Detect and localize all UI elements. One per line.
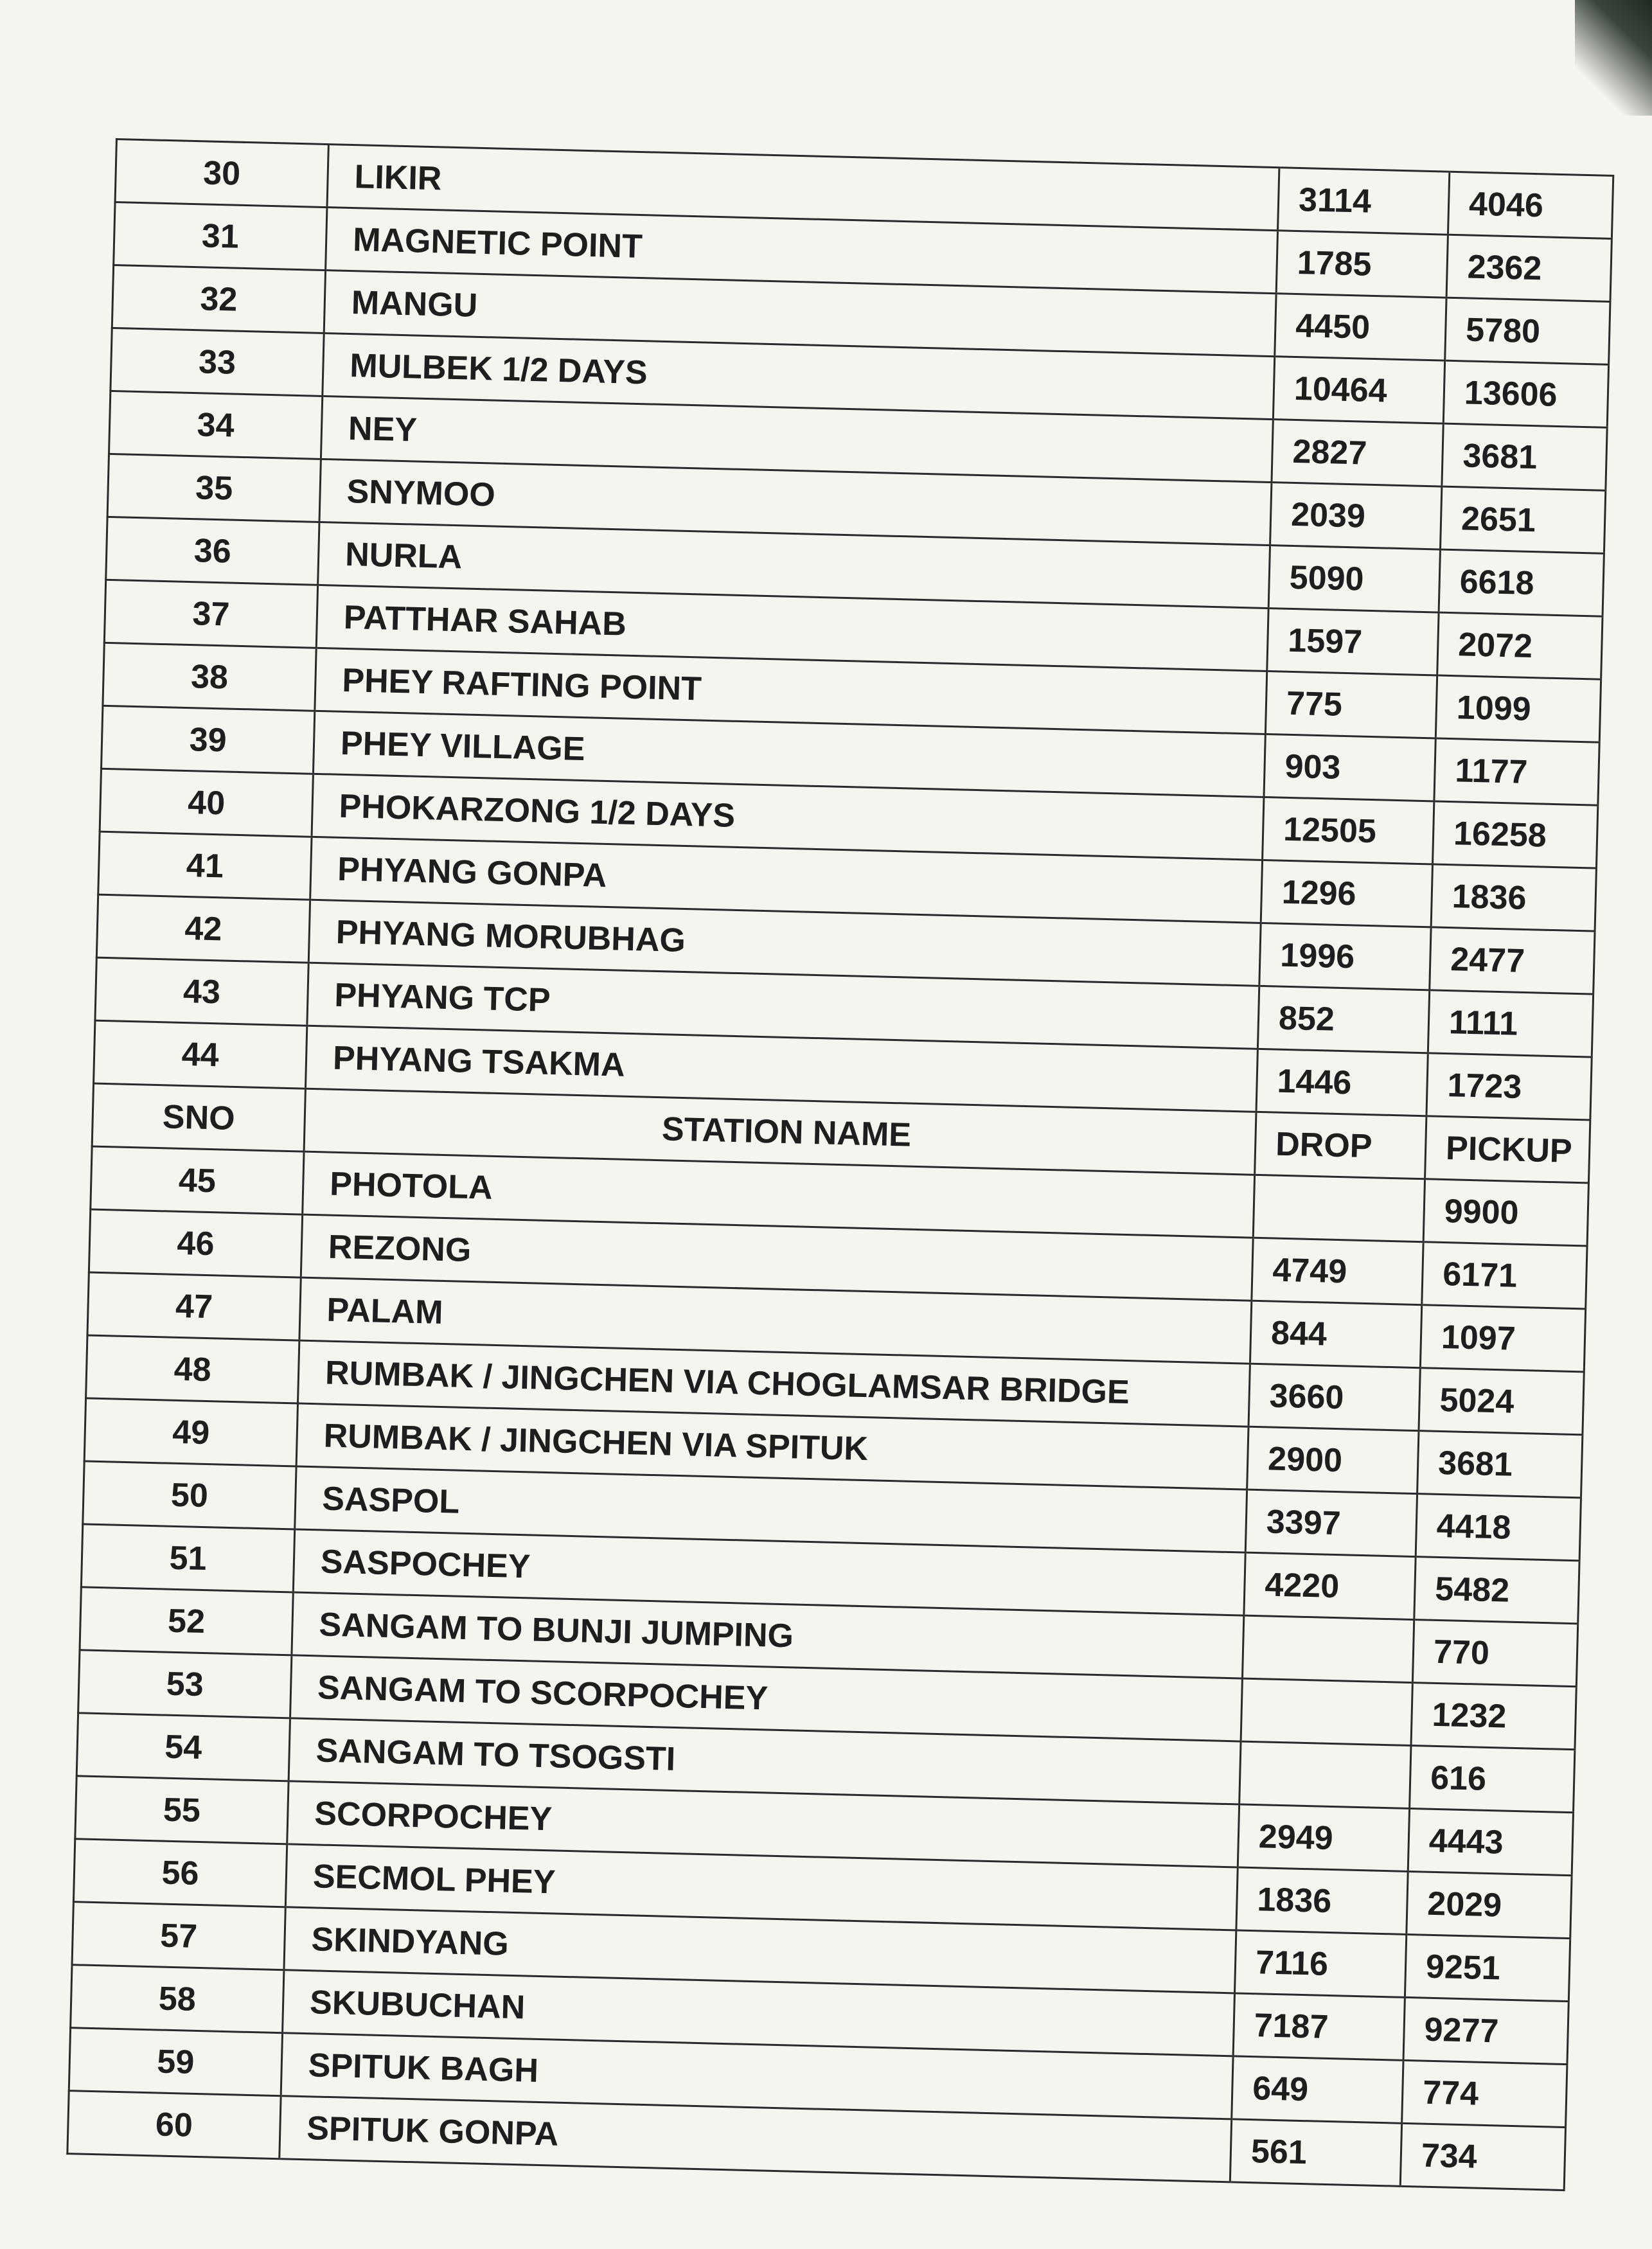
station-name-cell: PHOTOLA (303, 1151, 1255, 1238)
drop-cell: 2949 (1238, 1804, 1409, 1871)
drop-cell: 1785 (1276, 231, 1448, 298)
pickup-cell: 4443 (1408, 1808, 1573, 1875)
drop-cell: 3397 (1245, 1489, 1417, 1556)
sno-cell: 41 (98, 831, 312, 900)
station-name-cell: NEY (321, 396, 1273, 482)
drop-cell: 649 (1232, 2056, 1403, 2123)
fare-table-wrapper (66, 138, 1614, 2191)
sno-cell: 48 (86, 1335, 299, 1403)
station-name-cell: NURLA (318, 522, 1270, 608)
station-name-cell: SKUBUCHAN (283, 1970, 1235, 2056)
station-name-cell: SASPOL (295, 1466, 1247, 1552)
pickup-cell: 2362 (1446, 235, 1612, 301)
drop-cell: 3660 (1248, 1364, 1420, 1430)
header-pickup: PICKUP (1425, 1116, 1590, 1183)
drop-cell: 1597 (1267, 609, 1439, 675)
station-name-cell: PHEY RAFTING POINT (315, 648, 1267, 734)
pickup-cell: 1836 (1431, 864, 1596, 931)
station-name-cell: PALAM (299, 1277, 1252, 1364)
station-name-cell: PHYANG GONPA (310, 837, 1263, 923)
station-name-cell: SNYMOO (319, 459, 1272, 545)
drop-cell: 903 (1264, 734, 1435, 801)
pickup-cell: 9277 (1403, 1997, 1568, 2064)
sno-cell: 56 (73, 1839, 287, 1907)
drop-cell: 1996 (1259, 923, 1431, 990)
sno-cell: 39 (102, 706, 315, 774)
drop-cell: 852 (1257, 986, 1429, 1053)
sno-cell: 33 (111, 328, 324, 396)
sno-cell: 40 (100, 769, 313, 837)
station-name-cell: SPITUK GONPA (280, 2096, 1232, 2182)
pickup-cell: 3681 (1417, 1431, 1583, 1498)
pickup-cell: 1723 (1426, 1053, 1592, 1120)
table-body-bottom (67, 1146, 1589, 2190)
header-sno: SNO (92, 1083, 305, 1151)
header-station-name: STATION NAME (304, 1089, 1256, 1175)
drop-cell: 775 (1265, 671, 1437, 738)
sno-cell: 38 (103, 643, 316, 711)
pickup-cell: 1232 (1411, 1683, 1576, 1750)
drop-cell (1242, 1615, 1414, 1682)
station-name-cell: MAGNETIC POINT (326, 208, 1278, 294)
pickup-cell: 2651 (1440, 486, 1605, 553)
drop-cell: 1836 (1236, 1867, 1408, 1934)
sno-cell: 54 (76, 1713, 290, 1781)
sno-cell: 43 (95, 957, 308, 1026)
station-name-cell: LIKIR (327, 145, 1279, 231)
pickup-cell: 6171 (1422, 1242, 1587, 1309)
pickup-cell: 1097 (1420, 1305, 1585, 1372)
station-name-cell: SANGAM TO SCORPOCHEY (290, 1655, 1243, 1741)
pickup-cell: 2072 (1437, 612, 1603, 679)
sno-cell: 59 (69, 2028, 282, 2096)
sno-cell: 34 (109, 391, 322, 459)
drop-cell: 12505 (1263, 797, 1434, 864)
page-corner-shadow (1575, 0, 1652, 116)
sno-cell: 50 (83, 1461, 296, 1529)
pickup-cell: 4418 (1416, 1494, 1581, 1561)
pickup-cell: 2477 (1430, 927, 1595, 994)
pickup-cell: 1099 (1435, 675, 1601, 742)
drop-cell: 5090 (1268, 546, 1440, 612)
pickup-cell: 774 (1402, 2060, 1567, 2127)
station-name-cell: PHOKARZONG 1/2 DAYS (312, 774, 1264, 860)
sno-cell: 57 (72, 1902, 285, 1970)
station-name-cell: SANGAM TO TSOGSTI (289, 1718, 1241, 1804)
sno-cell: 47 (87, 1272, 301, 1340)
station-name-cell: PHEY VILLAGE (313, 711, 1265, 797)
drop-cell: 7116 (1234, 1930, 1406, 1997)
drop-cell: 2827 (1272, 420, 1443, 486)
pickup-cell: 3681 (1442, 423, 1607, 490)
drop-cell (1239, 1741, 1411, 1808)
station-name-cell: SCORPOCHEY (287, 1781, 1239, 1867)
station-name-cell: PHYANG TCP (307, 963, 1259, 1049)
sno-cell: 60 (67, 2091, 281, 2159)
pickup-cell: 9251 (1405, 1934, 1570, 2001)
pickup-cell: 2029 (1407, 1871, 1572, 1938)
sno-cell: 42 (96, 894, 310, 963)
drop-cell: 2900 (1247, 1427, 1419, 1493)
station-name-cell: SKINDYANG (284, 1907, 1236, 1993)
sno-cell: 30 (115, 139, 328, 208)
sno-cell: 45 (91, 1146, 304, 1214)
pickup-cell: 1177 (1434, 738, 1599, 805)
pickup-cell: 9900 (1423, 1179, 1588, 1246)
pickup-cell: 616 (1410, 1746, 1575, 1813)
station-name-cell: SECMOL PHEY (285, 1844, 1238, 1930)
drop-cell (1253, 1175, 1425, 1241)
station-name-cell: SASPOCHEY (293, 1529, 1245, 1615)
fare-table (66, 138, 1614, 2191)
sno-cell: 58 (71, 1965, 284, 2033)
station-name-cell: RUMBAK / JINGCHEN VIA SPITUK (296, 1403, 1248, 1489)
sno-cell: 31 (114, 202, 327, 271)
pickup-cell: 5780 (1445, 298, 1610, 364)
pickup-cell: 4046 (1448, 172, 1613, 238)
pickup-cell: 6618 (1439, 549, 1604, 616)
pickup-cell: 1111 (1428, 990, 1593, 1057)
station-name-cell: SPITUK BAGH (281, 2033, 1233, 2119)
drop-cell: 561 (1230, 2119, 1401, 2186)
pickup-cell: 770 (1412, 1620, 1577, 1687)
station-name-cell: PATTHAR SAHAB (316, 585, 1268, 671)
pickup-cell: 5482 (1414, 1557, 1579, 1624)
sno-cell: 37 (104, 580, 317, 648)
sno-cell: 32 (112, 265, 325, 333)
station-name-cell: REZONG (301, 1214, 1253, 1301)
station-name-cell: RUMBAK / JINGCHEN VIA CHOGLAMSAR BRIDGE (298, 1340, 1250, 1427)
pickup-cell: 734 (1400, 2123, 1565, 2190)
sno-cell: 52 (80, 1587, 293, 1655)
sno-cell: 36 (106, 517, 319, 585)
pickup-cell: 16258 (1433, 801, 1598, 868)
drop-cell: 4220 (1244, 1552, 1416, 1619)
sno-cell: 49 (84, 1398, 298, 1466)
drop-cell: 4749 (1252, 1238, 1423, 1304)
pickup-cell: 13606 (1443, 360, 1608, 427)
station-name-cell: MANGU (324, 271, 1276, 357)
station-name-cell: SANGAM TO BUNJI JUMPING (292, 1592, 1244, 1678)
drop-cell: 2039 (1270, 483, 1442, 549)
drop-cell: 7187 (1233, 1993, 1405, 2060)
header-drop: DROP (1255, 1112, 1426, 1178)
sno-cell: 53 (78, 1650, 292, 1718)
drop-cell: 4450 (1275, 294, 1446, 360)
station-name-cell: MULBEK 1/2 DAYS (323, 333, 1275, 420)
drop-cell: 1446 (1256, 1049, 1428, 1116)
drop-cell (1241, 1678, 1412, 1745)
drop-cell: 1296 (1261, 860, 1432, 927)
drop-cell: 10464 (1273, 357, 1444, 423)
sno-cell: 44 (94, 1020, 307, 1089)
station-name-cell: PHYANG MORUBHAG (308, 900, 1261, 986)
sno-cell: 51 (81, 1524, 294, 1592)
drop-cell: 3114 (1278, 168, 1450, 235)
drop-cell: 844 (1250, 1301, 1421, 1367)
pickup-cell: 5024 (1419, 1368, 1584, 1435)
station-name-cell: PHYANG TSAKMA (305, 1026, 1257, 1112)
sno-cell: 55 (75, 1776, 289, 1844)
sno-cell: 35 (107, 454, 321, 522)
table-body-top (94, 139, 1613, 1120)
sno-cell: 46 (89, 1209, 302, 1277)
